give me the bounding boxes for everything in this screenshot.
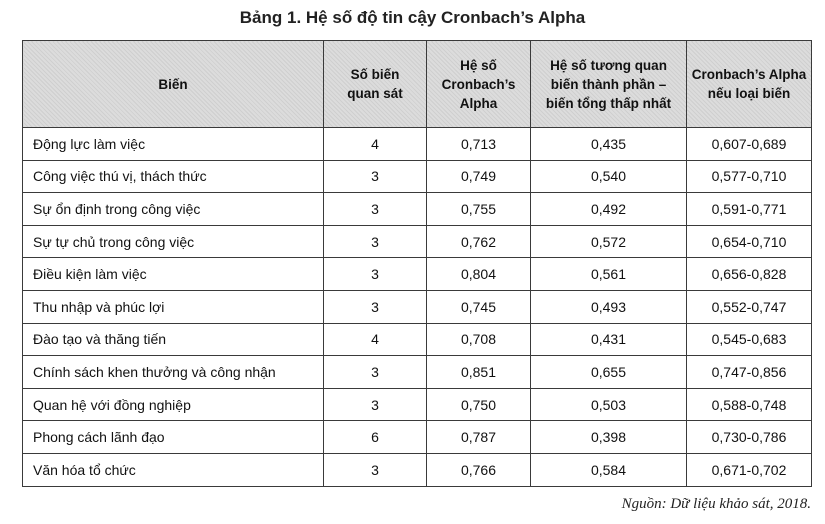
cell-item-total-correlation: 0,561 xyxy=(531,258,687,291)
cell-item-total-correlation: 0,435 xyxy=(531,128,687,161)
cell-alpha-if-deleted: 0,656-0,828 xyxy=(687,258,812,291)
cell-item-total-correlation: 0,431 xyxy=(531,323,687,356)
cell-variable: Sự ổn định trong công việc xyxy=(23,193,324,226)
cell-cronbach-alpha: 0,750 xyxy=(427,388,531,421)
cell-alpha-if-deleted: 0,588-0,748 xyxy=(687,388,812,421)
cell-alpha-if-deleted: 0,552-0,747 xyxy=(687,290,812,323)
table-title: Bảng 1. Hệ số độ tin cậy Cronbach’s Alpha xyxy=(239,8,586,27)
cell-cronbach-alpha: 0,745 xyxy=(427,290,531,323)
cell-cronbach-alpha: 0,762 xyxy=(427,225,531,258)
table-row xyxy=(23,160,812,193)
cell-variable: Chính sách khen thưởng và công nhận xyxy=(23,356,324,389)
cell-observed-count: 3 xyxy=(324,356,427,389)
header-row xyxy=(23,41,812,128)
cell-variable: Sự tự chủ trong công việc xyxy=(23,225,324,258)
cell-observed-count: 3 xyxy=(324,160,427,193)
table-body xyxy=(23,128,812,487)
cell-observed-count: 3 xyxy=(324,453,427,486)
cell-observed-count: 4 xyxy=(324,323,427,356)
cell-alpha-if-deleted: 0,654-0,710 xyxy=(687,225,812,258)
cell-observed-count: 6 xyxy=(324,421,427,454)
cell-cronbach-alpha: 0,787 xyxy=(427,421,531,454)
cell-observed-count: 3 xyxy=(324,193,427,226)
header-variable: Biến xyxy=(23,41,324,128)
table-row xyxy=(23,128,812,161)
table-row xyxy=(23,225,812,258)
cell-variable: Quan hệ với đồng nghiệp xyxy=(23,388,324,421)
cell-alpha-if-deleted: 0,730-0,786 xyxy=(687,421,812,454)
cell-item-total-correlation: 0,398 xyxy=(531,421,687,454)
cell-cronbach-alpha: 0,804 xyxy=(427,258,531,291)
cell-observed-count: 4 xyxy=(324,128,427,161)
header-alpha-if-deleted: Cronbach’s Alpha nếu loại biến xyxy=(687,41,812,128)
table-row xyxy=(23,193,812,226)
cell-cronbach-alpha: 0,713 xyxy=(427,128,531,161)
cell-cronbach-alpha: 0,708 xyxy=(427,323,531,356)
cell-observed-count: 3 xyxy=(324,388,427,421)
table-row xyxy=(23,356,812,389)
reliability-table xyxy=(22,40,812,487)
header-observed-count: Số biến quan sát xyxy=(324,41,427,128)
source-note: Nguồn: Dữ liệu khảo sát, 2018. xyxy=(621,496,811,512)
cell-observed-count: 3 xyxy=(324,258,427,291)
cell-observed-count: 3 xyxy=(324,290,427,323)
header-cronbach-alpha: Hệ số Cronbach’s Alpha xyxy=(427,41,531,128)
cell-variable: Động lực làm việc xyxy=(23,128,324,161)
table-row xyxy=(23,453,812,486)
cell-observed-count: 3 xyxy=(324,225,427,258)
table-row xyxy=(23,421,812,454)
cell-item-total-correlation: 0,540 xyxy=(531,160,687,193)
cell-cronbach-alpha: 0,766 xyxy=(427,453,531,486)
cell-item-total-correlation: 0,492 xyxy=(531,193,687,226)
cell-alpha-if-deleted: 0,671-0,702 xyxy=(687,453,812,486)
cell-cronbach-alpha: 0,755 xyxy=(427,193,531,226)
table-row xyxy=(23,258,812,291)
cell-variable: Thu nhập và phúc lợi xyxy=(23,290,324,323)
cell-item-total-correlation: 0,503 xyxy=(531,388,687,421)
cell-variable: Đào tạo và thăng tiến xyxy=(23,323,324,356)
cell-variable: Phong cách lãnh đạo xyxy=(23,421,324,454)
cell-alpha-if-deleted: 0,607-0,689 xyxy=(687,128,812,161)
cell-alpha-if-deleted: 0,545-0,683 xyxy=(687,323,812,356)
cell-cronbach-alpha: 0,851 xyxy=(427,356,531,389)
cell-item-total-correlation: 0,493 xyxy=(531,290,687,323)
cell-alpha-if-deleted: 0,591-0,771 xyxy=(687,193,812,226)
table-row xyxy=(23,323,812,356)
cell-item-total-correlation: 0,572 xyxy=(531,225,687,258)
cell-variable: Công việc thú vị, thách thức xyxy=(23,160,324,193)
header-item-total-correlation: Hệ số tương quan biến thành phần – biến tổng thấp nhất xyxy=(531,41,687,128)
cell-alpha-if-deleted: 0,747-0,856 xyxy=(687,356,812,389)
cell-variable: Văn hóa tổ chức xyxy=(23,453,324,486)
cell-cronbach-alpha: 0,749 xyxy=(427,160,531,193)
cell-alpha-if-deleted: 0,577-0,710 xyxy=(687,160,812,193)
cell-variable: Điều kiện làm việc xyxy=(23,258,324,291)
table-row xyxy=(23,290,812,323)
cell-item-total-correlation: 0,584 xyxy=(531,453,687,486)
cell-item-total-correlation: 0,655 xyxy=(531,356,687,389)
table-row xyxy=(23,388,812,421)
table-header xyxy=(23,41,812,128)
